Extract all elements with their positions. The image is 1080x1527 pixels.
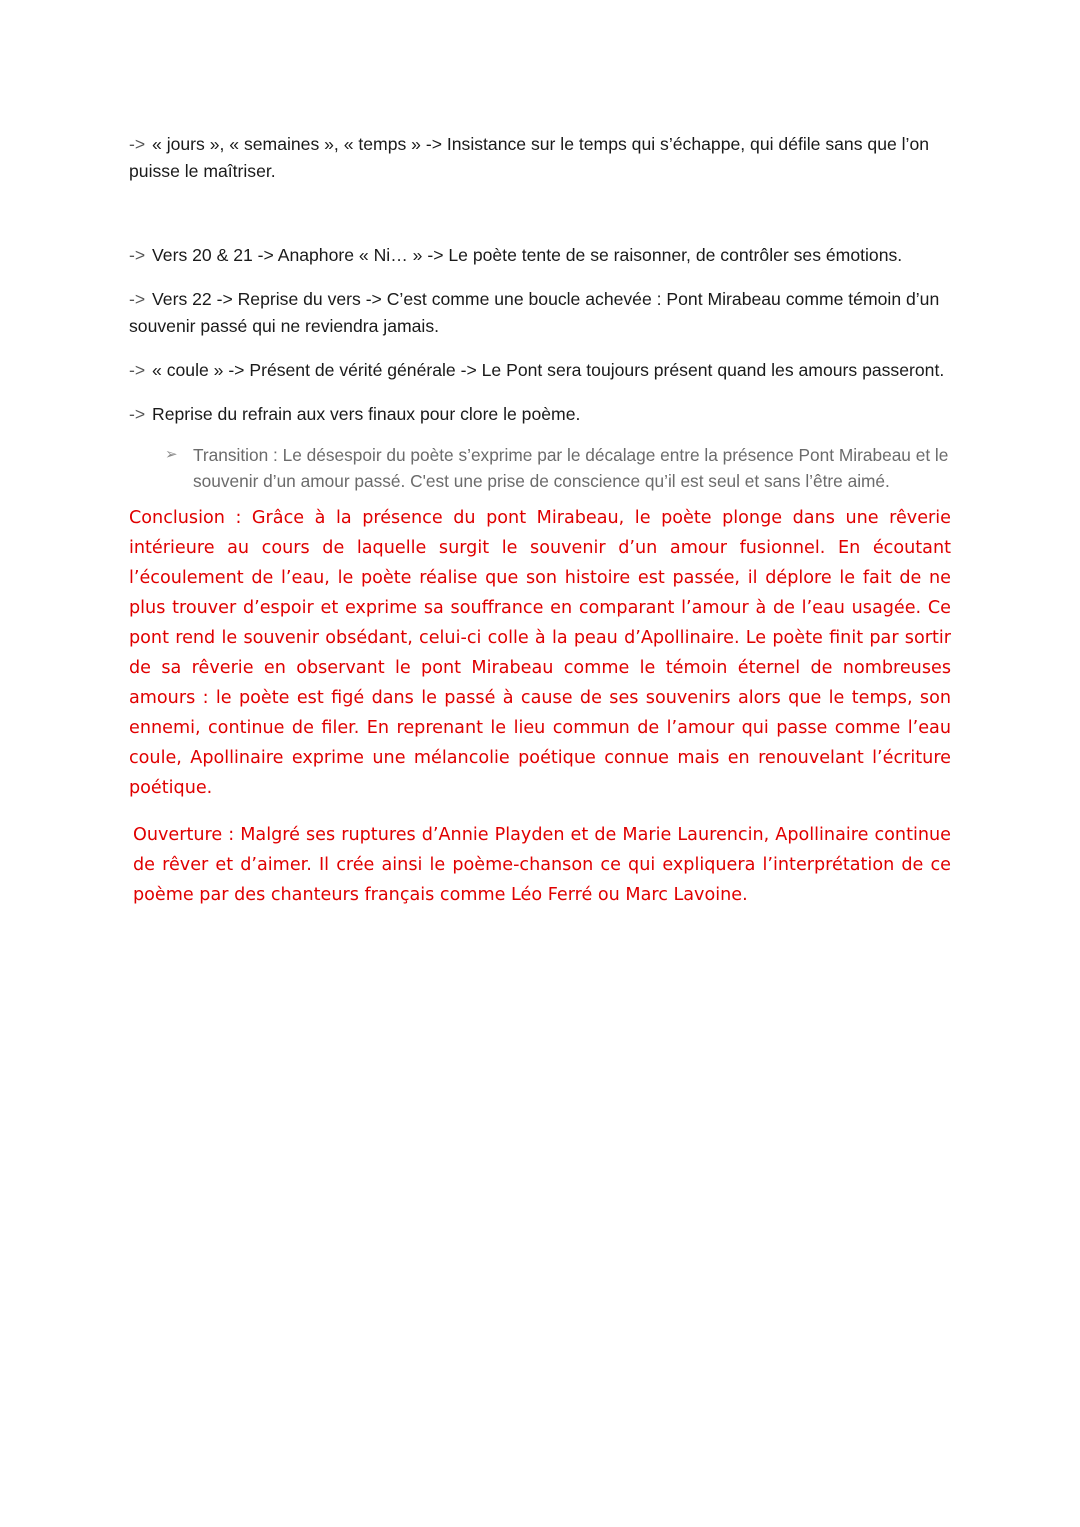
note-paragraph-1	[129, 131, 951, 185]
note-paragraph-3	[129, 286, 951, 340]
note-paragraph-4	[129, 357, 951, 384]
arrow-icon: ->	[129, 245, 146, 265]
note-text-3: Vers 22 -> Reprise du vers -> C’est comme une boucle achevée : Pont Mirabeau comme témoin d’un souvenir passé qui ne reviendra jamais.	[129, 289, 940, 336]
note-text-1: « jours », « semaines », « temps » -> Insistance sur le temps qui s’échappe, qui défile sans que l’on puisse le maîtriser.	[129, 134, 930, 181]
note-text-4: « coule » -> Présent de vérité générale -> Le Pont sera toujours présent quand les amours passeront.	[152, 360, 945, 380]
note-text-2: Vers 20 & 21 -> Anaphore « Ni… » -> Le poète tente de se raisonner, de contrôler ses émotions.	[152, 245, 903, 265]
arrow-icon: ->	[129, 289, 146, 309]
arrow-icon: ->	[129, 360, 146, 380]
arrow-icon: ->	[129, 134, 146, 154]
conclusion-paragraph: Conclusion : Grâce à la présence du pont Mirabeau, le poète plonge dans une rêverie intérieure au cours de laquelle surgit le souvenir d’un amour fusionnel. En écoutant l’écoulement de l’eau, le poète réalise que son histoire est passée, il déplore le fait de ne plus trouver d’espoir et exprime sa souffrance en comparant l’amour à de l’eau usagée. Ce pont rend le souvenir obsédant, celui-ci colle à la peau d’Apollinaire. Le poète finit par sortir de sa rêverie en observant le pont Mirabeau comme le témoin éternel de nombreuses amours : le poète est figé dans le passé à cause de ses souvenirs alors que le temps, son ennemi, continue de filer. En reprenant le lieu commun de l’amour qui passe comme l’eau coule, Apollinaire exprime une mélancolie poétique connue mais en renouvelant l’écriture poétique.	[129, 508, 951, 798]
transition-item	[165, 442, 951, 494]
ouverture-paragraph: Ouverture : Malgré ses ruptures d’Annie Playden et de Marie Laurencin, Apollinaire continue de rêver et d’aimer. Il crée ainsi le poème-chanson ce qui expliquera l’interprétation de ce poème par des chanteurs français comme Léo Ferré ou Marc Lavoine.	[133, 825, 951, 905]
bullet-arrow-icon: ➢	[165, 446, 178, 463]
document-content	[129, 131, 951, 910]
note-paragraph-5	[129, 401, 951, 428]
arrow-icon: ->	[129, 404, 146, 424]
transition-text: Transition : Le désespoir du poète s’exprime par le décalage entre la présence Pont Mirabeau et le souvenir d’un amour passé. C'est une prise de conscience qu’il est seul et sans l’être aimé.	[193, 445, 949, 491]
note-paragraph-2	[129, 242, 951, 269]
note-text-5: Reprise du refrain aux vers finaux pour clore le poème.	[152, 404, 581, 424]
